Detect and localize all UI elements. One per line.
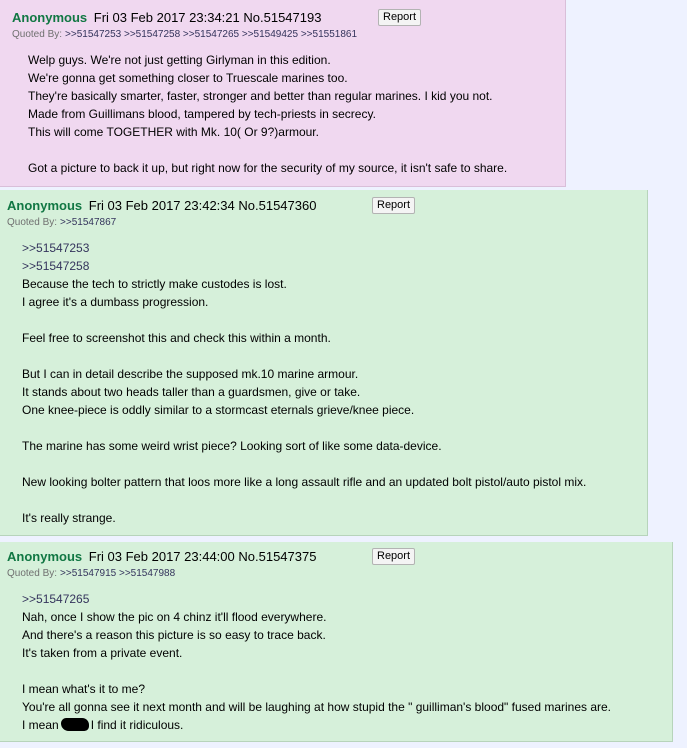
quoted-by	[7, 568, 175, 579]
quoted-by-links[interactable]: >>51547915 >>51547988	[60, 568, 176, 579]
message-line: I agree it's a dumbass progression.	[22, 295, 209, 309]
quoted-by-label: Quoted By:	[12, 29, 63, 40]
quoted-by-links[interactable]: >>51547867	[60, 217, 117, 228]
post-header	[7, 549, 316, 564]
message-line: The marine has some weird wrist piece? Looking sort of like some data-device.	[22, 439, 442, 453]
post-51547360	[0, 190, 648, 536]
post-number[interactable]: No.51547375	[238, 549, 317, 564]
quoted-by-links[interactable]: >>51547253 >>51547258 >>51547265 >>51549425 >>51551861	[65, 29, 358, 40]
quote-link[interactable]: >>51547258	[22, 259, 90, 273]
message-line: We're gonna get something closer to Truescale marines too.	[28, 71, 348, 85]
post-message	[28, 51, 507, 177]
report-button[interactable]: Report	[372, 197, 415, 214]
post-header	[7, 198, 316, 213]
message-line: Welp guys. We're not just getting Girlyman in this edition.	[28, 53, 331, 67]
post-51547375	[0, 542, 673, 742]
post-message	[22, 590, 611, 734]
message-line: Made from Guillimans blood, tampered by tech-priests in secrecy.	[28, 107, 376, 121]
post-number[interactable]: No.51547193	[243, 10, 322, 25]
message-line-redacted	[22, 716, 611, 734]
quoted-by-label: Quoted By:	[7, 217, 58, 228]
message-line: This will come TOGETHER with Mk. 10( Or 9?)armour.	[28, 125, 319, 139]
message-line: It stands about two heads taller than a guardsmen, give or take.	[22, 385, 361, 399]
message-fragment: I find it ridiculous.	[90, 718, 184, 732]
post-datetime: Fri 03 Feb 2017 23:34:21	[93, 10, 240, 25]
message-line: Feel free to screenshot this and check this within a month.	[22, 331, 331, 345]
message-line: But I can in detail describe the supposed mk.10 marine armour.	[22, 367, 359, 381]
message-line: It's really strange.	[22, 511, 116, 525]
quoted-by	[7, 217, 116, 228]
poster-name: Anonymous	[12, 10, 88, 25]
message-line: Because the tech to strictly make custodes is lost.	[22, 277, 287, 291]
post-message	[22, 239, 586, 527]
quoted-by-label: Quoted By:	[7, 568, 58, 579]
quote-link[interactable]: >>51547265	[22, 592, 90, 606]
message-line: It's taken from a private event.	[22, 646, 183, 660]
report-button[interactable]: Report	[372, 548, 415, 565]
quote-link[interactable]: >>51547253	[22, 241, 90, 255]
message-line: Nah, once I show the pic on 4 chinz it'll flood everywhere.	[22, 610, 327, 624]
message-line: And there's a reason this picture is so easy to trace back.	[22, 628, 326, 642]
poster-name: Anonymous	[7, 198, 83, 213]
post-datetime: Fri 03 Feb 2017 23:42:34	[88, 198, 235, 213]
quoted-by	[12, 29, 357, 40]
post-number[interactable]: No.51547360	[238, 198, 317, 213]
message-line: New looking bolter pattern that loos more like a long assault rifle and an updated bolt pistol/auto pistol mix.	[22, 475, 587, 489]
message-line: Got a picture to back it up, but right now for the security of my source, it isn't safe to share.	[28, 161, 508, 175]
message-line: I mean what's it to me?	[22, 682, 146, 696]
message-line: One knee-piece is oddly similar to a stormcast eternals grieve/knee piece.	[22, 403, 415, 417]
poster-name: Anonymous	[7, 549, 83, 564]
redaction-scribble	[61, 718, 89, 731]
report-button[interactable]: Report	[378, 9, 421, 26]
message-line: They're basically smarter, faster, stronger and better than regular marines. I kid you not.	[28, 89, 493, 103]
message-fragment: I mean	[22, 718, 59, 732]
message-line: You're all gonna see it next month and will be laughing at how stupid the " guilliman's blood" fused marines are.	[22, 700, 612, 714]
post-51547193	[0, 0, 566, 187]
post-datetime: Fri 03 Feb 2017 23:44:00	[88, 549, 235, 564]
post-header	[12, 10, 321, 25]
